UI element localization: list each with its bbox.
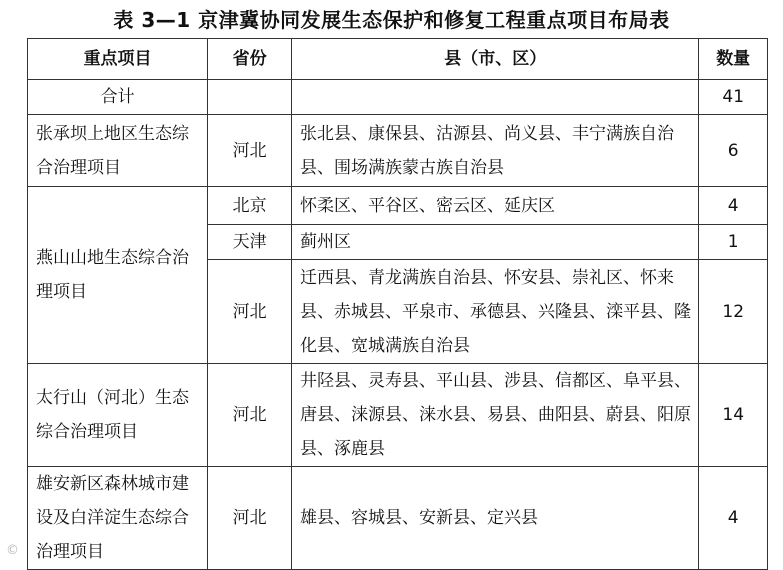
table-row	[28, 187, 768, 225]
total-label: 合计	[28, 80, 208, 115]
county-cell: 怀柔区、平谷区、密云区、延庆区	[292, 187, 699, 225]
project-taihang: 太行山（河北）生态综合治理项目	[28, 364, 208, 467]
table-row	[28, 467, 768, 570]
count-cell: 4	[699, 187, 768, 225]
province-cell: 河北	[208, 364, 292, 467]
total-province-empty	[208, 80, 292, 115]
header-row	[28, 39, 768, 80]
count-cell: 1	[699, 225, 768, 260]
province-cell: 北京	[208, 187, 292, 225]
province-cell: 河北	[208, 467, 292, 570]
county-cell: 雄县、容城县、安新县、定兴县	[292, 467, 699, 570]
total-value: 41	[699, 80, 768, 115]
header-project: 重点项目	[28, 39, 208, 80]
watermark-logo: ©	[6, 543, 19, 558]
project-zhangcheng: 张承坝上地区生态综合治理项目	[28, 115, 208, 187]
count-cell: 12	[699, 260, 768, 364]
count-cell: 6	[699, 115, 768, 187]
header-county: 县（市、区）	[292, 39, 699, 80]
project-layout-table	[27, 38, 768, 570]
province-cell: 河北	[208, 260, 292, 364]
total-row	[28, 80, 768, 115]
total-county-empty	[292, 80, 699, 115]
project-yanshan: 燕山山地生态综合治理项目	[28, 187, 208, 364]
county-cell: 张北县、康保县、沽源县、尚义县、丰宁满族自治县、围场满族蒙古族自治县	[292, 115, 699, 187]
county-cell: 迁西县、青龙满族自治县、怀安县、崇礼区、怀来县、赤城县、平泉市、承德县、兴隆县、滦平县、隆化县、宽城满族自治县	[292, 260, 699, 364]
header-province: 省份	[208, 39, 292, 80]
table-title: 表 3—1 京津冀协同发展生态保护和修复工程重点项目布局表	[113, 8, 670, 32]
project-xiongan: 雄安新区森林城市建设及白洋淀生态综合治理项目	[28, 467, 208, 570]
header-count: 数量	[699, 39, 768, 80]
table-row	[28, 364, 768, 467]
count-cell: 4	[699, 467, 768, 570]
province-cell: 天津	[208, 225, 292, 260]
county-cell: 井陉县、灵寿县、平山县、涉县、信都区、阜平县、唐县、涞源县、涞水县、易县、曲阳县、蔚县、阳原县、涿鹿县	[292, 364, 699, 467]
table-row	[28, 115, 768, 187]
county-cell: 蓟州区	[292, 225, 699, 260]
count-cell: 14	[699, 364, 768, 467]
province-cell: 河北	[208, 115, 292, 187]
